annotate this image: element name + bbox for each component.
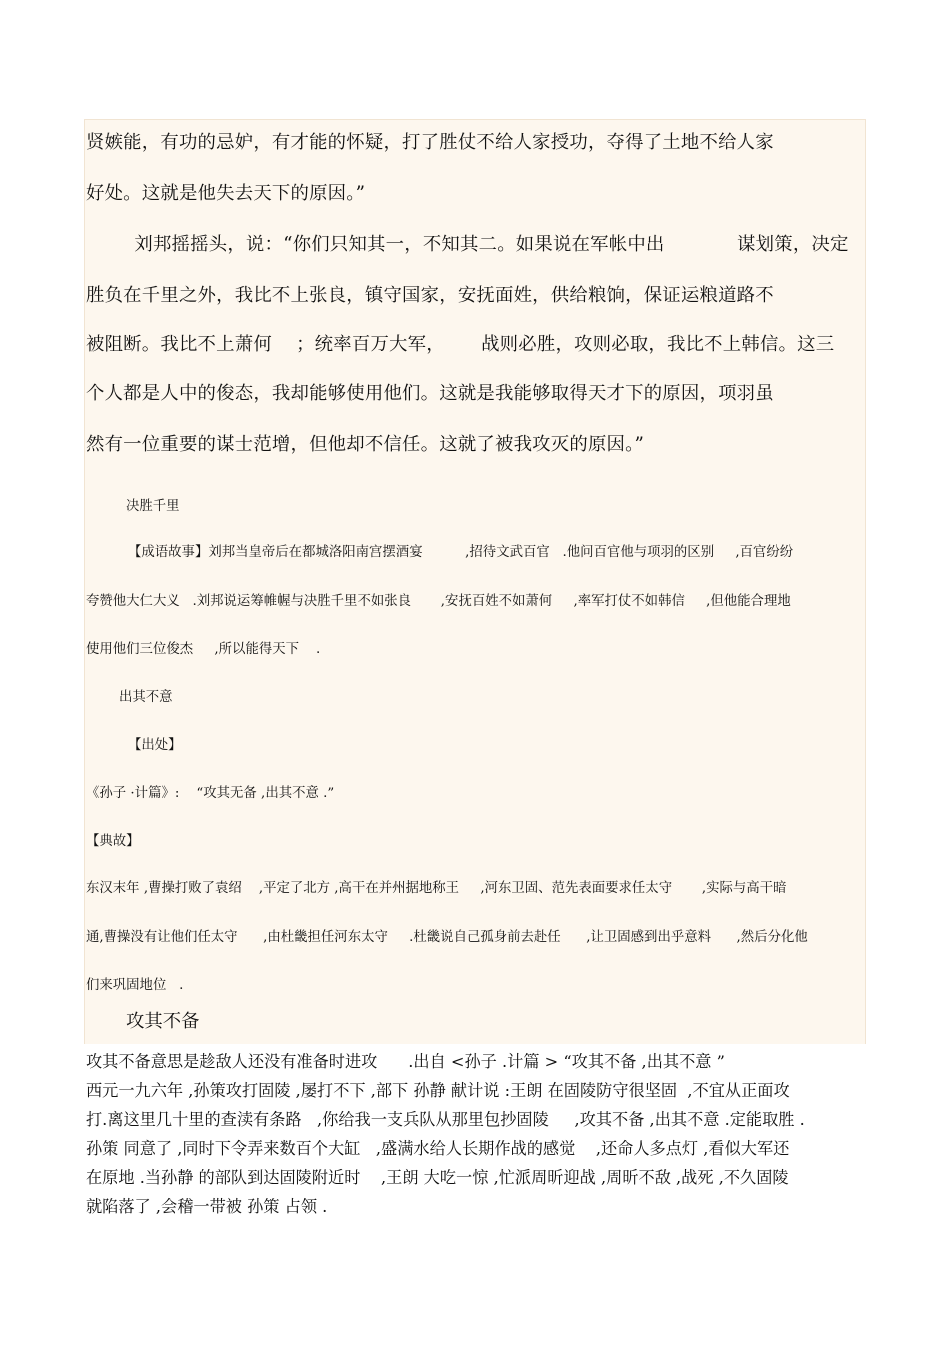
paragraph-line: 们来巩固地位 . (86, 978, 184, 993)
paragraph-line: 【成语故事】刘邦当皇帝后在都城洛阳南宫摆酒宴 ,招待文武百官 .他问百官他与项羽的区别 ,百官纷纷 (128, 545, 794, 560)
paragraph-line: 然有一位重要的谋士范增，但他却不信任。这就了被我攻灭的原因。” (86, 434, 645, 455)
idiom-title: 决胜千里 (126, 499, 180, 514)
source-quote: 《孙子 ·计篇》: “攻其无备 ,出其不意 .” (86, 786, 335, 801)
paragraph-line: 西元一九六年 ,孙策攻打固陵 ,屡打不下 ,部下 孙静 献计说 :王朗 在固陵防守很坚固 ,不宜从正面攻 (86, 1081, 790, 1100)
section-heading: 【典故】 (86, 834, 140, 849)
paragraph-line: 好处。这就是他失去天下的原因。” (86, 183, 366, 204)
idiom-title: 攻其不备 (126, 1011, 200, 1032)
section-heading: 【出处】 (128, 738, 182, 753)
paragraph-line: 打.离这里几十里的查渎有条路 ,你给我一支兵队从那里包抄固陵 ,攻其不备 ,出其不意 .定能取胜 . (86, 1110, 805, 1129)
paragraph-line: 在原地 .当孙静 的部队到达固陵附近时 ,王朗 大吃一惊 ,忙派周昕迎战 ,周昕不敌 ,战死 ,不久固陵 (86, 1168, 789, 1187)
paragraph-line: 刘邦摇摇头，说：“你们只知其一，不知其二。如果说在军帐中出 谋划策，决定 (86, 234, 849, 255)
paragraph-line: 就陷落了 ,会稽一带被 孙策 占领 . (86, 1197, 328, 1216)
paragraph-line: 孙策 同意了 ,同时下令弄来数百个大缸 ,盛满水给人长期作战的感觉 ,还命人多点灯 ,看似大军还 (86, 1139, 790, 1158)
paragraph-line: 攻其不备意思是趁敌人还没有准备时进攻 .出自 <孙子 .计篇 > “攻其不备 ,出其不意 ” (86, 1052, 725, 1071)
idiom-title: 出其不意 (119, 690, 173, 705)
paragraph-line: 通,曹操没有让他们任太守 ,由杜畿担任河东太守 .杜畿说自己孤身前去赴任 ,让卫固感到出乎意料 ,然后分化他 (86, 930, 808, 945)
highlighted-text-region (84, 119, 866, 1044)
paragraph-line: 使用他们三位俊杰 ,所以能得天下 . (86, 642, 321, 657)
paragraph-line: 东汉末年 ,曹操打败了袁绍 ,平定了北方 ,高干在并州据地称王 ,河东卫固、范先表面要求任太守 ,实际与高干暗 (86, 881, 787, 896)
paragraph-line: 被阻断。我比不上萧何 ；统率百万大军， 战则必胜，攻则必取，我比不上韩信。这三 (86, 334, 835, 355)
paragraph-line: 胜负在千里之外，我比不上张良，镇守国家，安抚面姓，供给粮饷，保证运粮道路不 (86, 285, 774, 306)
paragraph-line: 贤嫉能，有功的忌妒，有才能的怀疑，打了胜仗不给人家授功，夺得了土地不给人家 (86, 132, 774, 153)
paragraph-line: 夸赞他大仁大义 .刘邦说运筹帷幄与决胜千里不如张良 ,安抚百姓不如萧何 ,率军打仗不如韩信 ,但他能合理地 (86, 594, 791, 609)
paragraph-line: 个人都是人中的俊态，我却能够使用他们。这就是我能够取得天才下的原因，项羽虽 (86, 383, 774, 404)
